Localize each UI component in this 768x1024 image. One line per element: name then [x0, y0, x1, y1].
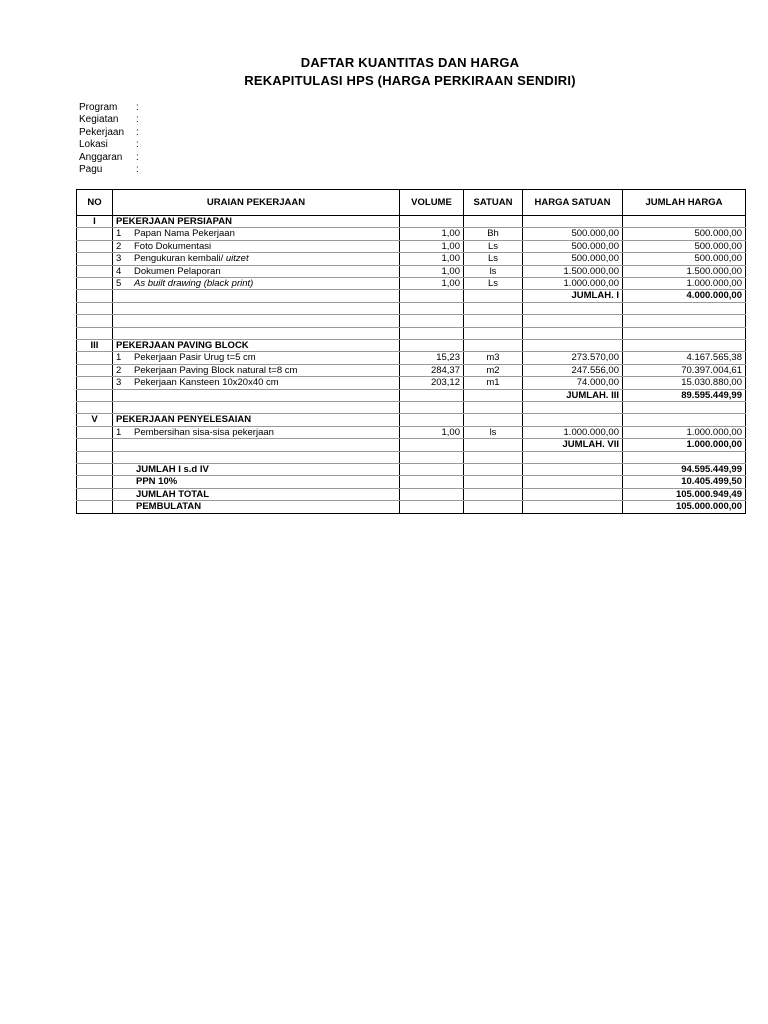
item-satuan: m3	[464, 352, 523, 364]
item-desc: 3 Pengukuran kembali/ uitzet	[113, 253, 400, 265]
summary-value: 94.595.449,99	[623, 464, 746, 476]
section-no: I	[77, 216, 113, 228]
item-jumlah: 500.000,00	[623, 228, 746, 240]
subtotal-label: JUMLAH. III	[523, 389, 623, 401]
empty-row	[77, 402, 746, 414]
header-harga-satuan: HARGA SATUAN	[523, 190, 623, 216]
item-harga: 1.500.000,00	[523, 265, 623, 277]
item-desc: 2 Pekerjaan Paving Block natural t=8 cm	[113, 364, 400, 376]
item-volume: 15,23	[400, 352, 464, 364]
item-num: 5	[116, 278, 122, 290]
table-row	[77, 265, 746, 277]
summary-label: JUMLAH TOTAL	[113, 488, 400, 500]
summary-value: 105.000.000,00	[623, 501, 746, 513]
summary-value: 10.405.499,50	[623, 476, 746, 488]
item-desc: 1 Pembersihan sisa-sisa pekerjaan	[113, 426, 400, 438]
item-num: 1	[116, 228, 122, 240]
item-satuan: ls	[464, 265, 523, 277]
header-satuan: SATUAN	[464, 190, 523, 216]
item-jumlah: 500.000,00	[623, 253, 746, 265]
info-label: Anggaran	[79, 151, 123, 163]
info-value: :	[136, 102, 139, 113]
info-value: :	[136, 151, 139, 163]
info-row-pagu	[79, 164, 139, 176]
section-row	[77, 414, 746, 426]
item-jumlah: 1.000.000,00	[623, 426, 746, 438]
section-row	[77, 216, 746, 228]
info-value: :	[136, 126, 139, 138]
item-volume: 1,00	[400, 265, 464, 277]
item-harga: 500.000,00	[523, 228, 623, 240]
info-value: :	[136, 163, 139, 175]
item-volume: 1,00	[400, 240, 464, 252]
summary-row	[77, 488, 746, 500]
item-desc: 2 Foto Dokumentasi	[113, 240, 400, 252]
table-row	[77, 377, 746, 389]
item-volume: 284,37	[400, 364, 464, 376]
table-row	[77, 240, 746, 252]
item-volume: 1,00	[400, 426, 464, 438]
summary-row	[77, 476, 746, 488]
summary-row	[77, 464, 746, 476]
item-desc: 1 Pekerjaan Pasir Urug t=5 cm	[113, 352, 400, 364]
table-row	[77, 426, 746, 438]
section-no: III	[77, 340, 113, 352]
item-satuan: Bh	[464, 228, 523, 240]
item-jumlah: 15.030.880,00	[623, 377, 746, 389]
item-jumlah: 1.000.000,00	[623, 278, 746, 290]
item-harga: 273.570,00	[523, 352, 623, 364]
item-satuan: Ls	[464, 278, 523, 290]
subtotal-row	[77, 389, 746, 401]
table-row	[77, 364, 746, 376]
item-num: 3	[116, 377, 122, 389]
item-jumlah: 500.000,00	[623, 240, 746, 252]
item-harga: 74.000,00	[523, 377, 623, 389]
item-num: 2	[116, 364, 122, 376]
empty-row	[77, 315, 746, 327]
item-desc: 3 Pekerjaan Kansteen 10x20x40 cm	[113, 377, 400, 389]
section-no: V	[77, 414, 113, 426]
item-satuan: m2	[464, 364, 523, 376]
item-num: 1	[116, 426, 122, 438]
empty-row	[77, 451, 746, 463]
subtotal-value: 89.595.449,99	[623, 389, 746, 401]
header-volume: VOLUME	[400, 190, 464, 216]
header-uraian: URAIAN PEKERJAAN	[113, 190, 400, 216]
empty-row	[77, 327, 746, 339]
header-no: NO	[77, 190, 113, 216]
section-title: PEKERJAAN PAVING BLOCK	[113, 340, 400, 352]
page-title: DAFTAR KUANTITAS DAN HARGA	[300, 55, 520, 70]
table-row	[77, 228, 746, 240]
item-volume: 1,00	[400, 228, 464, 240]
info-value: :	[136, 114, 139, 126]
info-label: Kegiatan	[79, 114, 119, 126]
subtotal-label: JUMLAH. VII	[523, 439, 623, 451]
summary-row	[77, 501, 746, 513]
item-desc: 1 Papan Nama Pekerjaan	[113, 228, 400, 240]
table-header-row	[77, 190, 746, 216]
info-value: :	[136, 139, 139, 151]
table-row	[77, 352, 746, 364]
item-jumlah: 1.500.000,00	[623, 265, 746, 277]
page-subtitle: REKAPITULASI HPS (HARGA PERKIRAAN SENDIRI)	[244, 73, 576, 88]
summary-label: JUMLAH I s.d IV	[113, 464, 400, 476]
section-title: PEKERJAAN PENYELESAIAN	[113, 414, 400, 426]
section-row	[77, 340, 746, 352]
section-title: PEKERJAAN PERSIAPAN	[113, 216, 400, 228]
summary-label: PPN 10%	[113, 476, 400, 488]
item-satuan: m1	[464, 377, 523, 389]
info-row-anggaran	[79, 152, 139, 164]
item-satuan: ls	[464, 426, 523, 438]
subtotal-value: 4.000.000,00	[623, 290, 746, 302]
info-label: Lokasi	[79, 139, 108, 151]
info-row-program	[79, 102, 139, 114]
subtotal-row	[77, 290, 746, 302]
summary-label: PEMBULATAN	[113, 501, 400, 513]
subtotal-label: JUMLAH. I	[523, 290, 623, 302]
item-harga: 1.000.000,00	[523, 426, 623, 438]
info-label: Pagu	[79, 163, 103, 175]
item-jumlah: 70.397.004,61	[623, 364, 746, 376]
item-volume: 203,12	[400, 377, 464, 389]
summary-value: 105.000.949,49	[623, 488, 746, 500]
item-satuan: Ls	[464, 240, 523, 252]
item-num: 3	[116, 253, 122, 265]
info-row-kegiatan	[79, 114, 139, 126]
subtotal-value: 1.000.000,00	[623, 439, 746, 451]
header-jumlah-harga: JUMLAH HARGA	[623, 190, 746, 216]
info-label: Program	[79, 102, 118, 113]
info-label: Pekerjaan	[79, 126, 125, 138]
table-row	[77, 253, 746, 265]
item-desc: 4 Dokumen Pelaporan	[113, 265, 400, 277]
item-desc: 5 As built drawing (black print)	[113, 278, 400, 290]
item-harga: 500.000,00	[523, 253, 623, 265]
item-harga: 500.000,00	[523, 240, 623, 252]
project-info	[79, 102, 139, 176]
info-row-lokasi	[79, 139, 139, 151]
item-harga: 1.000.000,00	[523, 278, 623, 290]
item-num: 4	[116, 265, 122, 277]
empty-row	[77, 302, 746, 314]
item-volume: 1,00	[400, 253, 464, 265]
table-row	[77, 278, 746, 290]
item-harga: 247.556,00	[523, 364, 623, 376]
item-volume: 1,00	[400, 278, 464, 290]
price-table	[76, 189, 746, 514]
info-row-pekerjaan	[79, 127, 139, 139]
item-num: 1	[116, 352, 122, 364]
item-num: 2	[116, 240, 122, 252]
item-jumlah: 4.167.565,38	[623, 352, 746, 364]
item-satuan: Ls	[464, 253, 523, 265]
subtotal-row	[77, 439, 746, 451]
